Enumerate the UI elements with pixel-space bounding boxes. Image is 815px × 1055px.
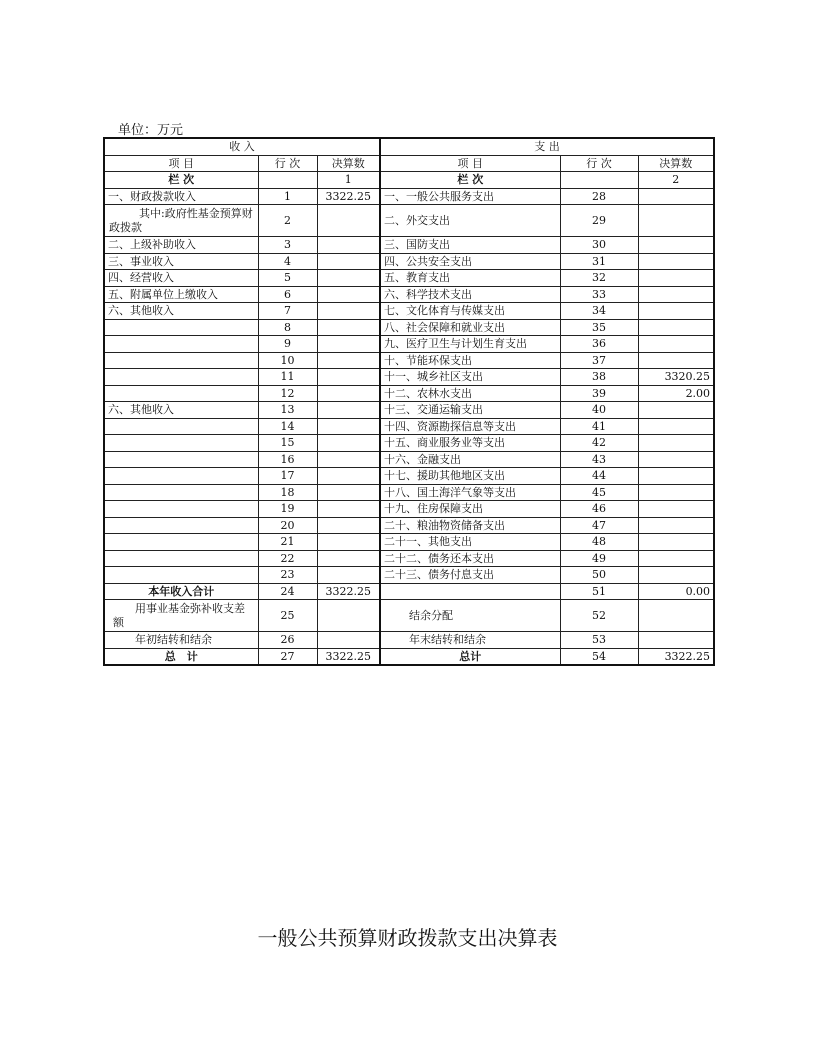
income-row-no: 22 bbox=[258, 550, 317, 567]
expense-row-no: 34 bbox=[560, 303, 638, 320]
table-row bbox=[104, 270, 714, 287]
income-item bbox=[104, 501, 258, 518]
expense-header: 支 出 bbox=[380, 138, 714, 155]
income-item bbox=[104, 336, 258, 353]
income-row-no: 10 bbox=[258, 352, 317, 369]
expense-amount bbox=[638, 501, 714, 518]
expense-row-no: 29 bbox=[560, 205, 638, 237]
header-columns-row bbox=[104, 155, 714, 172]
expense-amount: 2.00 bbox=[638, 385, 714, 402]
income-amount bbox=[317, 319, 380, 336]
expense-row-no: 50 bbox=[560, 567, 638, 584]
table-row bbox=[104, 567, 714, 584]
expense-col-empty bbox=[560, 172, 638, 189]
income-row-no: 19 bbox=[258, 501, 317, 518]
income-row-no: 16 bbox=[258, 451, 317, 468]
income-amount bbox=[317, 352, 380, 369]
income-row-no: 13 bbox=[258, 402, 317, 419]
income-total-row bbox=[104, 583, 714, 600]
expense-amount bbox=[638, 270, 714, 287]
income-amount bbox=[317, 253, 380, 270]
income-amount bbox=[317, 237, 380, 254]
expense-row-no: 39 bbox=[560, 385, 638, 402]
expense-row-no: 48 bbox=[560, 534, 638, 551]
expense-total-label bbox=[380, 583, 560, 600]
expense-amount: 3320.25 bbox=[638, 369, 714, 386]
income-total-no: 24 bbox=[258, 583, 317, 600]
expense-item: 十二、农林水支出 bbox=[380, 385, 560, 402]
expense-row-no: 44 bbox=[560, 468, 638, 485]
income-row-no: 8 bbox=[258, 319, 317, 336]
expense-amount bbox=[638, 517, 714, 534]
table-row bbox=[104, 319, 714, 336]
income-col-number: 1 bbox=[317, 172, 380, 189]
expense-row-no: 43 bbox=[560, 451, 638, 468]
income-item bbox=[104, 567, 258, 584]
expense-row-no: 37 bbox=[560, 352, 638, 369]
income-row-no: 17 bbox=[258, 468, 317, 485]
income-amount bbox=[317, 270, 380, 287]
income-row-no: 23 bbox=[258, 567, 317, 584]
fund-balance-amount bbox=[317, 600, 380, 632]
income-item: 四、经营收入 bbox=[104, 270, 258, 287]
income-amount bbox=[317, 484, 380, 501]
income-amount bbox=[317, 534, 380, 551]
final-accounts-table bbox=[103, 137, 715, 666]
expense-item: 十一、城乡社区支出 bbox=[380, 369, 560, 386]
expense-total-amount: 0.00 bbox=[638, 583, 714, 600]
distribution-no: 52 bbox=[560, 600, 638, 632]
expense-amount bbox=[638, 534, 714, 551]
expense-amount bbox=[638, 237, 714, 254]
income-item: 二、上级补助收入 bbox=[104, 237, 258, 254]
carry-begin-label: 年初结转和结余 bbox=[104, 632, 258, 649]
expense-row-no: 36 bbox=[560, 336, 638, 353]
carry-end-amount bbox=[638, 632, 714, 649]
expense-row-no: 46 bbox=[560, 501, 638, 518]
grand-total-expense-no: 54 bbox=[560, 648, 638, 665]
expense-rowno-header: 行 次 bbox=[560, 155, 638, 172]
expense-amount bbox=[638, 451, 714, 468]
table-row bbox=[104, 517, 714, 534]
table-row bbox=[104, 468, 714, 485]
expense-item: 四、公共安全支出 bbox=[380, 253, 560, 270]
income-item bbox=[104, 352, 258, 369]
income-item bbox=[104, 534, 258, 551]
table-row bbox=[104, 550, 714, 567]
expense-row-no: 30 bbox=[560, 237, 638, 254]
grand-total-expense-label: 总计 bbox=[380, 648, 560, 665]
expense-item: 二十二、债务还本支出 bbox=[380, 550, 560, 567]
expense-item: 一、一般公共服务支出 bbox=[380, 188, 560, 205]
income-amount bbox=[317, 336, 380, 353]
income-item bbox=[104, 418, 258, 435]
page-caption: 一般公共预算财政拨款支出决算表 bbox=[257, 926, 558, 950]
income-amount bbox=[317, 435, 380, 452]
expense-amount bbox=[638, 484, 714, 501]
expense-item: 二十三、债务付息支出 bbox=[380, 567, 560, 584]
income-amount bbox=[317, 369, 380, 386]
distribution-amount bbox=[638, 600, 714, 632]
income-row-no: 4 bbox=[258, 253, 317, 270]
income-amount bbox=[317, 468, 380, 485]
table-row bbox=[104, 369, 714, 386]
distribution-label: 结余分配 bbox=[380, 600, 560, 632]
expense-amount bbox=[638, 468, 714, 485]
income-item bbox=[104, 484, 258, 501]
header-section-row bbox=[104, 138, 714, 155]
carry-begin-no: 26 bbox=[258, 632, 317, 649]
income-amount-header: 决算数 bbox=[317, 155, 380, 172]
expense-row-no: 35 bbox=[560, 319, 638, 336]
income-item bbox=[104, 468, 258, 485]
expense-item: 十六、金融支出 bbox=[380, 451, 560, 468]
income-amount bbox=[317, 418, 380, 435]
expense-row-no: 42 bbox=[560, 435, 638, 452]
income-amount bbox=[317, 451, 380, 468]
income-rowno-header: 行 次 bbox=[258, 155, 317, 172]
expense-row-no: 33 bbox=[560, 286, 638, 303]
income-item: 一、财政拨款收入 bbox=[104, 188, 258, 205]
income-total-amount: 3322.25 bbox=[317, 583, 380, 600]
expense-amount bbox=[638, 402, 714, 419]
table-row bbox=[104, 435, 714, 452]
income-total-label: 本年收入合计 bbox=[104, 583, 258, 600]
expense-amount bbox=[638, 567, 714, 584]
income-item-header: 项 目 bbox=[104, 155, 258, 172]
income-item: 六、其他收入 bbox=[104, 303, 258, 320]
expense-amount-header: 决算数 bbox=[638, 155, 714, 172]
expense-row-no: 32 bbox=[560, 270, 638, 287]
income-row-no: 6 bbox=[258, 286, 317, 303]
income-item bbox=[104, 517, 258, 534]
column-number-row bbox=[104, 172, 714, 189]
income-row-no: 14 bbox=[258, 418, 317, 435]
expense-total-no: 51 bbox=[560, 583, 638, 600]
income-row-no: 12 bbox=[258, 385, 317, 402]
expense-amount bbox=[638, 418, 714, 435]
income-item bbox=[104, 319, 258, 336]
grand-total-income-no: 27 bbox=[258, 648, 317, 665]
table-row bbox=[104, 336, 714, 353]
table-row bbox=[104, 484, 714, 501]
table-row bbox=[104, 205, 714, 237]
expense-amount bbox=[638, 550, 714, 567]
income-row-no: 3 bbox=[258, 237, 317, 254]
income-amount bbox=[317, 550, 380, 567]
grand-total-income-amount: 3322.25 bbox=[317, 648, 380, 665]
income-amount bbox=[317, 567, 380, 584]
income-row-no: 15 bbox=[258, 435, 317, 452]
table-row bbox=[104, 188, 714, 205]
expense-item: 十四、资源勘探信息等支出 bbox=[380, 418, 560, 435]
income-row-no: 9 bbox=[258, 336, 317, 353]
fund-balance-no: 25 bbox=[258, 600, 317, 632]
income-item: 五、附属单位上缴收入 bbox=[104, 286, 258, 303]
expense-row-no: 38 bbox=[560, 369, 638, 386]
income-row-no: 7 bbox=[258, 303, 317, 320]
grand-total-expense-amount: 3322.25 bbox=[638, 648, 714, 665]
expense-row-no: 41 bbox=[560, 418, 638, 435]
carry-end-no: 53 bbox=[560, 632, 638, 649]
expense-col-label: 栏 次 bbox=[380, 172, 560, 189]
fund-balance-row bbox=[104, 600, 714, 632]
table-row bbox=[104, 385, 714, 402]
table-row bbox=[104, 402, 714, 419]
income-col-empty bbox=[258, 172, 317, 189]
income-row-no: 18 bbox=[258, 484, 317, 501]
income-amount bbox=[317, 286, 380, 303]
income-row-no: 5 bbox=[258, 270, 317, 287]
expense-row-no: 45 bbox=[560, 484, 638, 501]
expense-row-no: 47 bbox=[560, 517, 638, 534]
income-item bbox=[104, 385, 258, 402]
income-item: 六、其他收入 bbox=[104, 402, 258, 419]
income-item bbox=[104, 550, 258, 567]
expense-amount bbox=[638, 286, 714, 303]
income-row-no: 20 bbox=[258, 517, 317, 534]
expense-row-no: 28 bbox=[560, 188, 638, 205]
table-row bbox=[104, 352, 714, 369]
expense-amount bbox=[638, 188, 714, 205]
expense-item: 二十、粮油物资储备支出 bbox=[380, 517, 560, 534]
grand-total-income-label: 总 计 bbox=[104, 648, 258, 665]
expense-amount bbox=[638, 319, 714, 336]
expense-amount bbox=[638, 336, 714, 353]
fund-balance-label: 用事业基金弥补收支差额 bbox=[104, 600, 258, 632]
table-row bbox=[104, 237, 714, 254]
income-col-label: 栏 次 bbox=[104, 172, 258, 189]
expense-item: 十九、住房保障支出 bbox=[380, 501, 560, 518]
expense-item: 二、外交支出 bbox=[380, 205, 560, 237]
income-amount bbox=[317, 303, 380, 320]
income-row-no: 1 bbox=[258, 188, 317, 205]
grand-total-row bbox=[104, 648, 714, 665]
income-amount bbox=[317, 402, 380, 419]
income-item: 三、事业收入 bbox=[104, 253, 258, 270]
income-item: 其中:政府性基金预算财政拨款 bbox=[104, 205, 258, 237]
table-row bbox=[104, 534, 714, 551]
carry-begin-amount bbox=[317, 632, 380, 649]
expense-item: 十三、交通运输支出 bbox=[380, 402, 560, 419]
carry-end-label: 年末结转和结余 bbox=[380, 632, 560, 649]
expense-row-no: 40 bbox=[560, 402, 638, 419]
expense-item: 十八、国土海洋气象等支出 bbox=[380, 484, 560, 501]
income-row-no: 2 bbox=[258, 205, 317, 237]
expense-amount bbox=[638, 435, 714, 452]
expense-item: 五、教育支出 bbox=[380, 270, 560, 287]
table-row bbox=[104, 286, 714, 303]
income-row-no: 21 bbox=[258, 534, 317, 551]
expense-item: 十七、援助其他地区支出 bbox=[380, 468, 560, 485]
income-amount bbox=[317, 385, 380, 402]
expense-item: 十、节能环保支出 bbox=[380, 352, 560, 369]
carryover-row bbox=[104, 632, 714, 649]
expense-amount bbox=[638, 205, 714, 237]
table-row bbox=[104, 451, 714, 468]
table-row bbox=[104, 418, 714, 435]
income-amount bbox=[317, 517, 380, 534]
expense-amount bbox=[638, 253, 714, 270]
expense-amount bbox=[638, 352, 714, 369]
expense-row-no: 31 bbox=[560, 253, 638, 270]
income-row-no: 11 bbox=[258, 369, 317, 386]
unit-label: 单位：万元 bbox=[118, 123, 184, 138]
income-amount bbox=[317, 501, 380, 518]
income-item bbox=[104, 369, 258, 386]
expense-item: 二十一、其他支出 bbox=[380, 534, 560, 551]
expense-item: 三、国防支出 bbox=[380, 237, 560, 254]
expense-item: 十五、商业服务业等支出 bbox=[380, 435, 560, 452]
expense-item: 六、科学技术支出 bbox=[380, 286, 560, 303]
income-amount bbox=[317, 205, 380, 237]
income-amount: 3322.25 bbox=[317, 188, 380, 205]
income-item bbox=[104, 451, 258, 468]
table-row bbox=[104, 501, 714, 518]
expense-row-no: 49 bbox=[560, 550, 638, 567]
table-row bbox=[104, 253, 714, 270]
expense-item: 七、文化体育与传媒支出 bbox=[380, 303, 560, 320]
expense-item: 九、医疗卫生与计划生育支出 bbox=[380, 336, 560, 353]
table-row bbox=[104, 303, 714, 320]
expense-col-number: 2 bbox=[638, 172, 714, 189]
expense-amount bbox=[638, 303, 714, 320]
income-header: 收 入 bbox=[104, 138, 380, 155]
income-item bbox=[104, 435, 258, 452]
expense-item-header: 项 目 bbox=[380, 155, 560, 172]
expense-item: 八、社会保障和就业支出 bbox=[380, 319, 560, 336]
